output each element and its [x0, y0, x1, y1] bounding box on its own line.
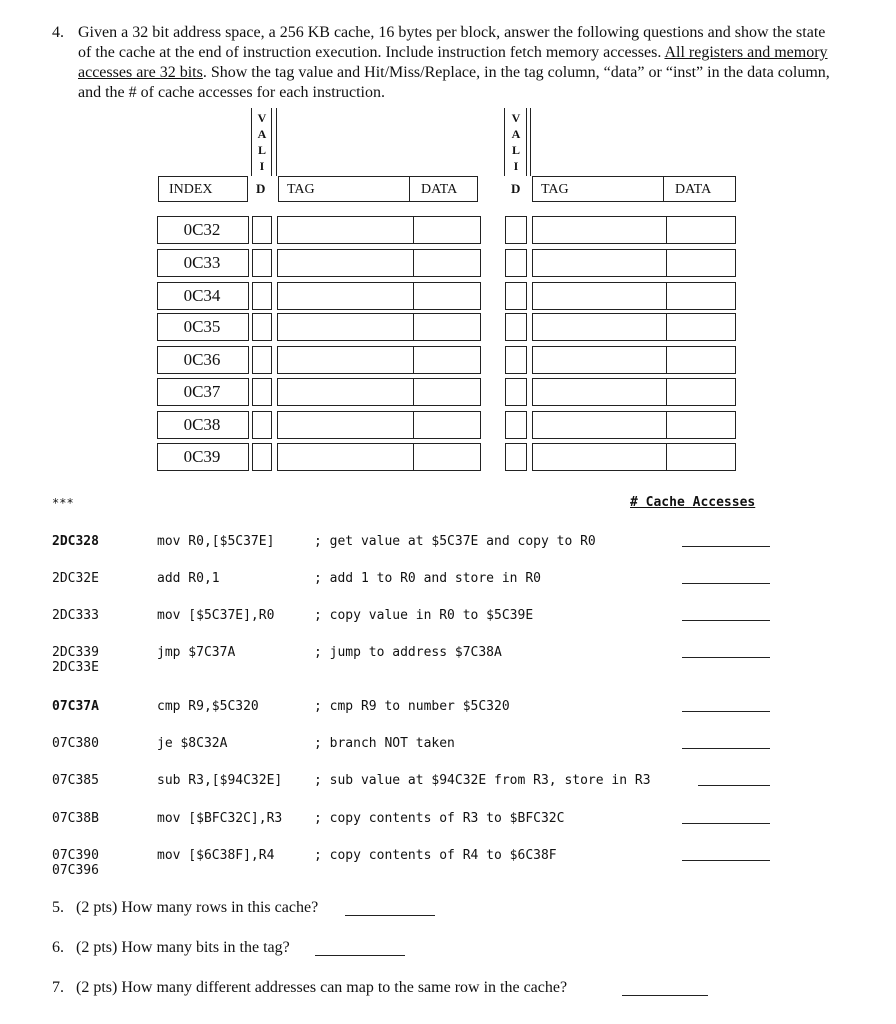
question-4-text: Given a 32 bit address space, a 256 KB cache, 16 bytes per block, answer the following questions and show the state of the cache at the end of instruction execution. Include instruction fetch memory accesses. All registers and memory accesses are 32 bits. Show the tag value and Hit/Miss/Replace, in the tag column, “data” or “inst” in the data column, and the # of cache accesses for each instruction. — [78, 24, 830, 101]
row-index: 0C38 — [183, 415, 221, 434]
valid-cell-2[interactable] — [505, 216, 527, 244]
tag-cell[interactable] — [277, 313, 415, 341]
valid-cell-2[interactable] — [505, 313, 527, 341]
code-comment: ; sub value at $94C32E from R3, store in R3 — [314, 773, 651, 788]
row-index: 0C34 — [183, 286, 221, 305]
row-index: 0C32 — [183, 220, 221, 239]
data-cell[interactable] — [413, 249, 481, 277]
code-instruction: je $8C32A — [157, 736, 228, 751]
valid-vertical-label-1: V A L I — [257, 111, 267, 173]
code-instruction: cmp R9,$5C320 — [157, 699, 259, 714]
header-index: INDEX — [158, 176, 248, 202]
code-instruction: jmp $7C37A — [157, 645, 236, 660]
row-index: 0C35 — [183, 317, 221, 336]
data-cell-2[interactable] — [666, 216, 736, 244]
data-cell[interactable] — [413, 282, 481, 310]
cache-access-blank[interactable] — [682, 748, 770, 749]
valid-vertical-label-2: V A L I — [511, 111, 521, 173]
row-index: 0C39 — [183, 447, 221, 466]
code-address-end: 2DC33E — [52, 660, 99, 675]
tag-cell[interactable] — [277, 282, 415, 310]
header-tag-1: TAG DATA — [278, 176, 478, 202]
code-address: 07C390 — [52, 848, 99, 863]
code-instruction: sub R3,[$94C32E] — [157, 773, 283, 788]
cache-access-blank[interactable] — [682, 711, 770, 712]
cache-accesses-header: # Cache Accesses — [630, 495, 756, 510]
valid-cell-2[interactable] — [505, 378, 527, 406]
code-address-end: 07C396 — [52, 863, 99, 878]
code-instruction: mov R0,[$5C37E] — [157, 534, 275, 549]
cache-access-blank[interactable] — [698, 785, 770, 786]
header-tag-2: TAG DATA — [532, 176, 736, 202]
code-instruction: mov [$5C37E],R0 — [157, 608, 275, 623]
question-6-number: 6. — [52, 939, 64, 956]
header-valid-d-2: D — [511, 181, 521, 196]
code-address: 2DC328 — [52, 534, 99, 549]
code-comment: ; copy contents of R4 to $6C38F — [314, 848, 557, 863]
valid-cell[interactable] — [252, 411, 272, 439]
data-cell[interactable] — [413, 411, 481, 439]
tag-cell[interactable] — [277, 411, 415, 439]
code-address: 07C37A — [52, 699, 99, 714]
code-address: 07C385 — [52, 773, 99, 788]
tag-cell-2[interactable] — [532, 282, 668, 310]
row-index: 0C36 — [183, 350, 221, 369]
code-comment: ; copy contents of R3 to $BFC32C — [314, 811, 565, 826]
cache-access-blank[interactable] — [682, 823, 770, 824]
code-comment: ; jump to address $7C38A — [314, 645, 502, 660]
valid-cell[interactable] — [252, 378, 272, 406]
valid-cell[interactable] — [252, 443, 272, 471]
data-cell-2[interactable] — [666, 378, 736, 406]
cache-access-blank[interactable] — [682, 546, 770, 547]
code-comment: ; add 1 to R0 and store in R0 — [314, 571, 541, 586]
code-address: 2DC339 — [52, 645, 99, 660]
header-data-1: DATA — [421, 182, 458, 197]
question-4-number: 4. — [52, 24, 64, 41]
valid-cell[interactable] — [252, 249, 272, 277]
tag-cell-2[interactable] — [532, 378, 668, 406]
tag-cell[interactable] — [277, 216, 415, 244]
data-cell[interactable] — [413, 313, 481, 341]
data-cell-2[interactable] — [666, 282, 736, 310]
tag-cell-2[interactable] — [532, 216, 668, 244]
valid-cell-2[interactable] — [505, 411, 527, 439]
question-7-answer-blank[interactable] — [622, 995, 708, 996]
tag-cell[interactable] — [277, 443, 415, 471]
code-instruction: add R0,1 — [157, 571, 220, 586]
code-address: 07C380 — [52, 736, 99, 751]
tag-cell-2[interactable] — [532, 249, 668, 277]
data-cell[interactable] — [413, 346, 481, 374]
cache-access-blank[interactable] — [682, 583, 770, 584]
tag-cell-2[interactable] — [532, 313, 668, 341]
row-index: 0C33 — [183, 253, 221, 272]
valid-cell[interactable] — [252, 282, 272, 310]
question-7-text: (2 pts) How many different addresses can map to the same row in the cache? — [76, 979, 568, 996]
valid-cell-2[interactable] — [505, 282, 527, 310]
header-data-2: DATA — [675, 182, 712, 197]
valid-cell-2[interactable] — [505, 249, 527, 277]
data-cell[interactable] — [413, 216, 481, 244]
underlined-requirement: All registers and memory accesses are 32 bits — [78, 44, 828, 81]
code-comment: ; cmp R9 to number $5C320 — [314, 699, 510, 714]
tag-cell[interactable] — [277, 378, 415, 406]
question-5-answer-blank[interactable] — [345, 915, 435, 916]
valid-cell-2[interactable] — [505, 346, 527, 374]
code-address: 2DC32E — [52, 571, 99, 586]
data-cell-2[interactable] — [666, 249, 736, 277]
valid-cell-2[interactable] — [505, 443, 527, 471]
data-cell-2[interactable] — [666, 346, 736, 374]
code-comment: ; get value at $5C37E and copy to R0 — [314, 534, 596, 549]
data-cell-2[interactable] — [666, 443, 736, 471]
question-5-number: 5. — [52, 899, 64, 916]
question-5 — [52, 899, 318, 917]
code-comment: ; branch NOT taken — [314, 736, 455, 751]
tag-cell-2[interactable] — [532, 411, 668, 439]
code-address: 07C38B — [52, 811, 99, 826]
tag-cell[interactable] — [277, 346, 415, 374]
tag-cell-2[interactable] — [532, 346, 668, 374]
question-5-text: (2 pts) How many rows in this cache? — [76, 899, 319, 916]
row-index: 0C37 — [183, 382, 221, 401]
data-cell[interactable] — [413, 443, 481, 471]
data-cell-2[interactable] — [666, 313, 736, 341]
question-6-answer-blank[interactable] — [315, 955, 405, 956]
code-address: 2DC333 — [52, 608, 99, 623]
cache-access-blank[interactable] — [682, 657, 770, 658]
stars: *** — [52, 496, 74, 510]
tag-cell-2[interactable] — [532, 443, 668, 471]
valid-cell[interactable] — [252, 346, 272, 374]
data-cell-2[interactable] — [666, 411, 736, 439]
tag-cell[interactable] — [277, 249, 415, 277]
question-6-text: (2 pts) How many bits in the tag? — [76, 939, 290, 956]
cache-access-blank[interactable] — [682, 860, 770, 861]
question-6 — [52, 939, 290, 957]
valid-cell[interactable] — [252, 313, 272, 341]
code-instruction: mov [$6C38F],R4 — [157, 848, 275, 863]
code-instruction: mov [$BFC32C],R3 — [157, 811, 283, 826]
cache-access-blank[interactable] — [682, 620, 770, 621]
header-valid-d-1: D — [256, 181, 266, 196]
question-7 — [52, 979, 567, 997]
data-cell[interactable] — [413, 378, 481, 406]
valid-cell[interactable] — [252, 216, 272, 244]
code-comment: ; copy value in R0 to $5C39E — [314, 608, 534, 623]
question-7-number: 7. — [52, 979, 64, 996]
